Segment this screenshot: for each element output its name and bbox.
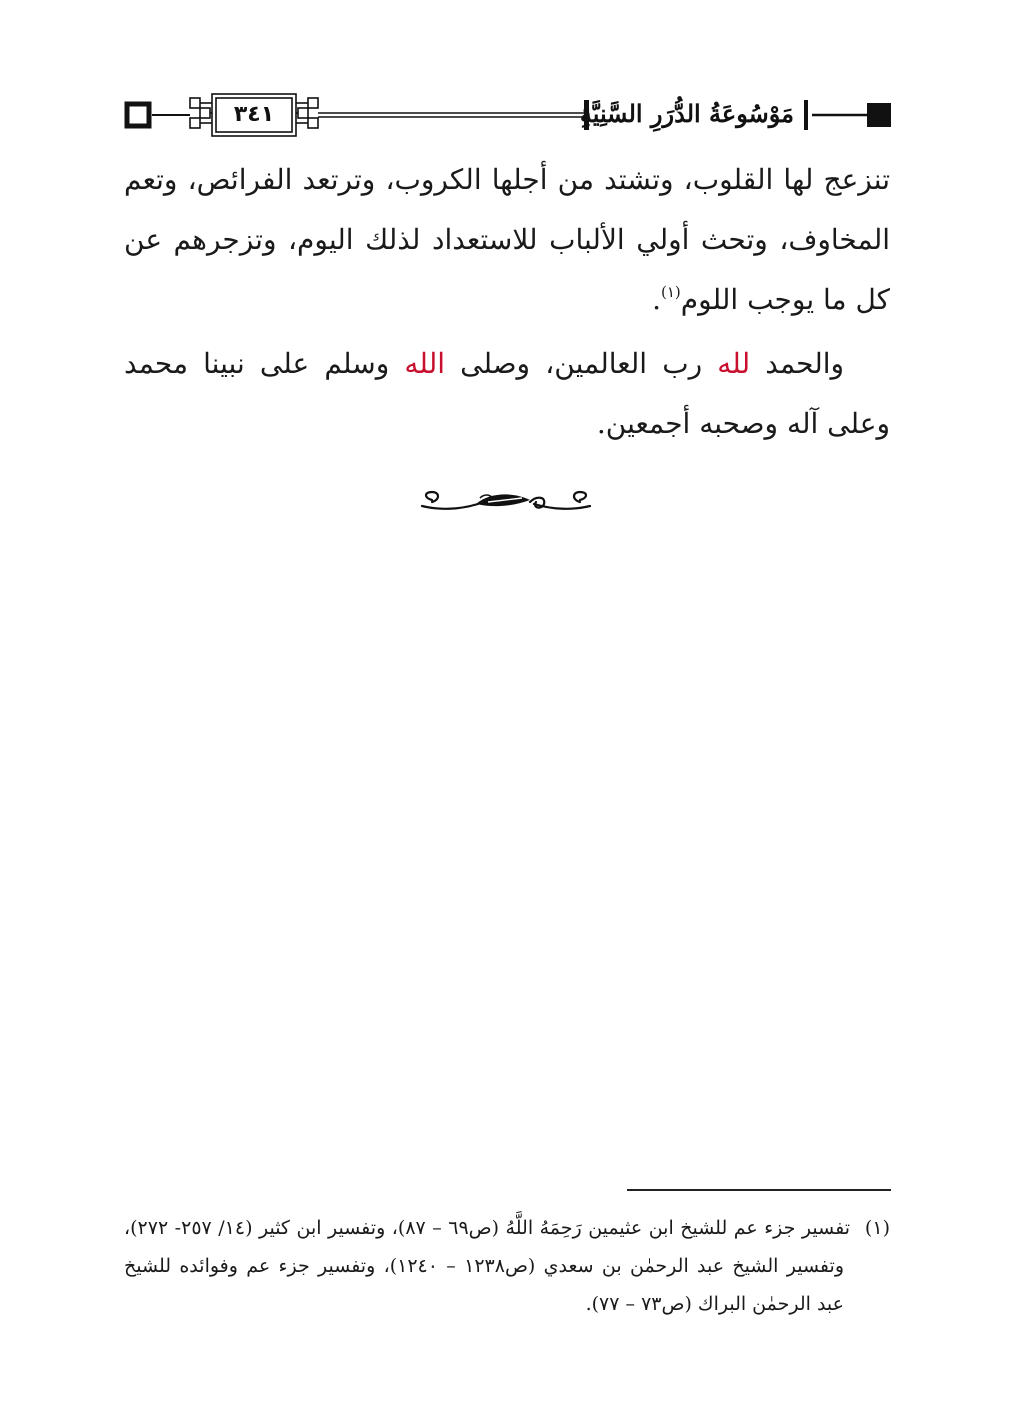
book-title: مَوْسُوعَةُ الدُّرَرِ السَّنِيَّةِ (579, 99, 794, 128)
divine-name: الله (404, 347, 446, 380)
text-segment: رب العالمين، وصلى (460, 347, 703, 380)
page-number: ٣٤١ (233, 102, 275, 127)
footnote-number: (١) (864, 1217, 890, 1239)
footnote-text: تفسير جزء عم للشيخ ابن عثيمين رَحِمَهُ اللَّهُ (ص٦٩ – ٨٧)، وتفسير ابن كثير (١٤/ ٢٥٧- ٢٧٢)، وتفسير الشيخ عبد الرحمٰن بن سعدي (ص١٢٣٨ – ١٢٤٠)، وتفسير جزء عم وفوائده للشيخ عبد الرحمٰن البراك (ص٧٣ – ٧٧). (124, 1217, 850, 1315)
ornament-divider-icon (418, 484, 594, 516)
footnotes (124, 1209, 890, 1323)
paragraph (124, 150, 890, 330)
footnote (124, 1209, 890, 1323)
main-text (124, 150, 890, 454)
page-header (122, 86, 892, 146)
divine-name: لله (717, 347, 751, 380)
text-segment: وسلم على نبينا محمد وعلى آله وصحبه أجمعين. (124, 347, 890, 440)
footnote-reference[interactable]: (١) (661, 283, 681, 301)
closing-paragraph (124, 334, 890, 454)
header-left-square (127, 104, 149, 126)
footnote-separator (627, 1189, 891, 1191)
paragraph-text: تنزعج لها القلوب، وتشتد من أجلها الكروب، وترتعد الفرائص، وتعم المخاوف، وتحث أولي الألباب للاستعداد لذلك اليوم، وتزجرهم عن كل ما يوجب اللوم (124, 163, 890, 316)
text-segment: والحمد (765, 347, 845, 380)
header-right-square (867, 103, 891, 127)
sentence-end: . (652, 283, 661, 316)
